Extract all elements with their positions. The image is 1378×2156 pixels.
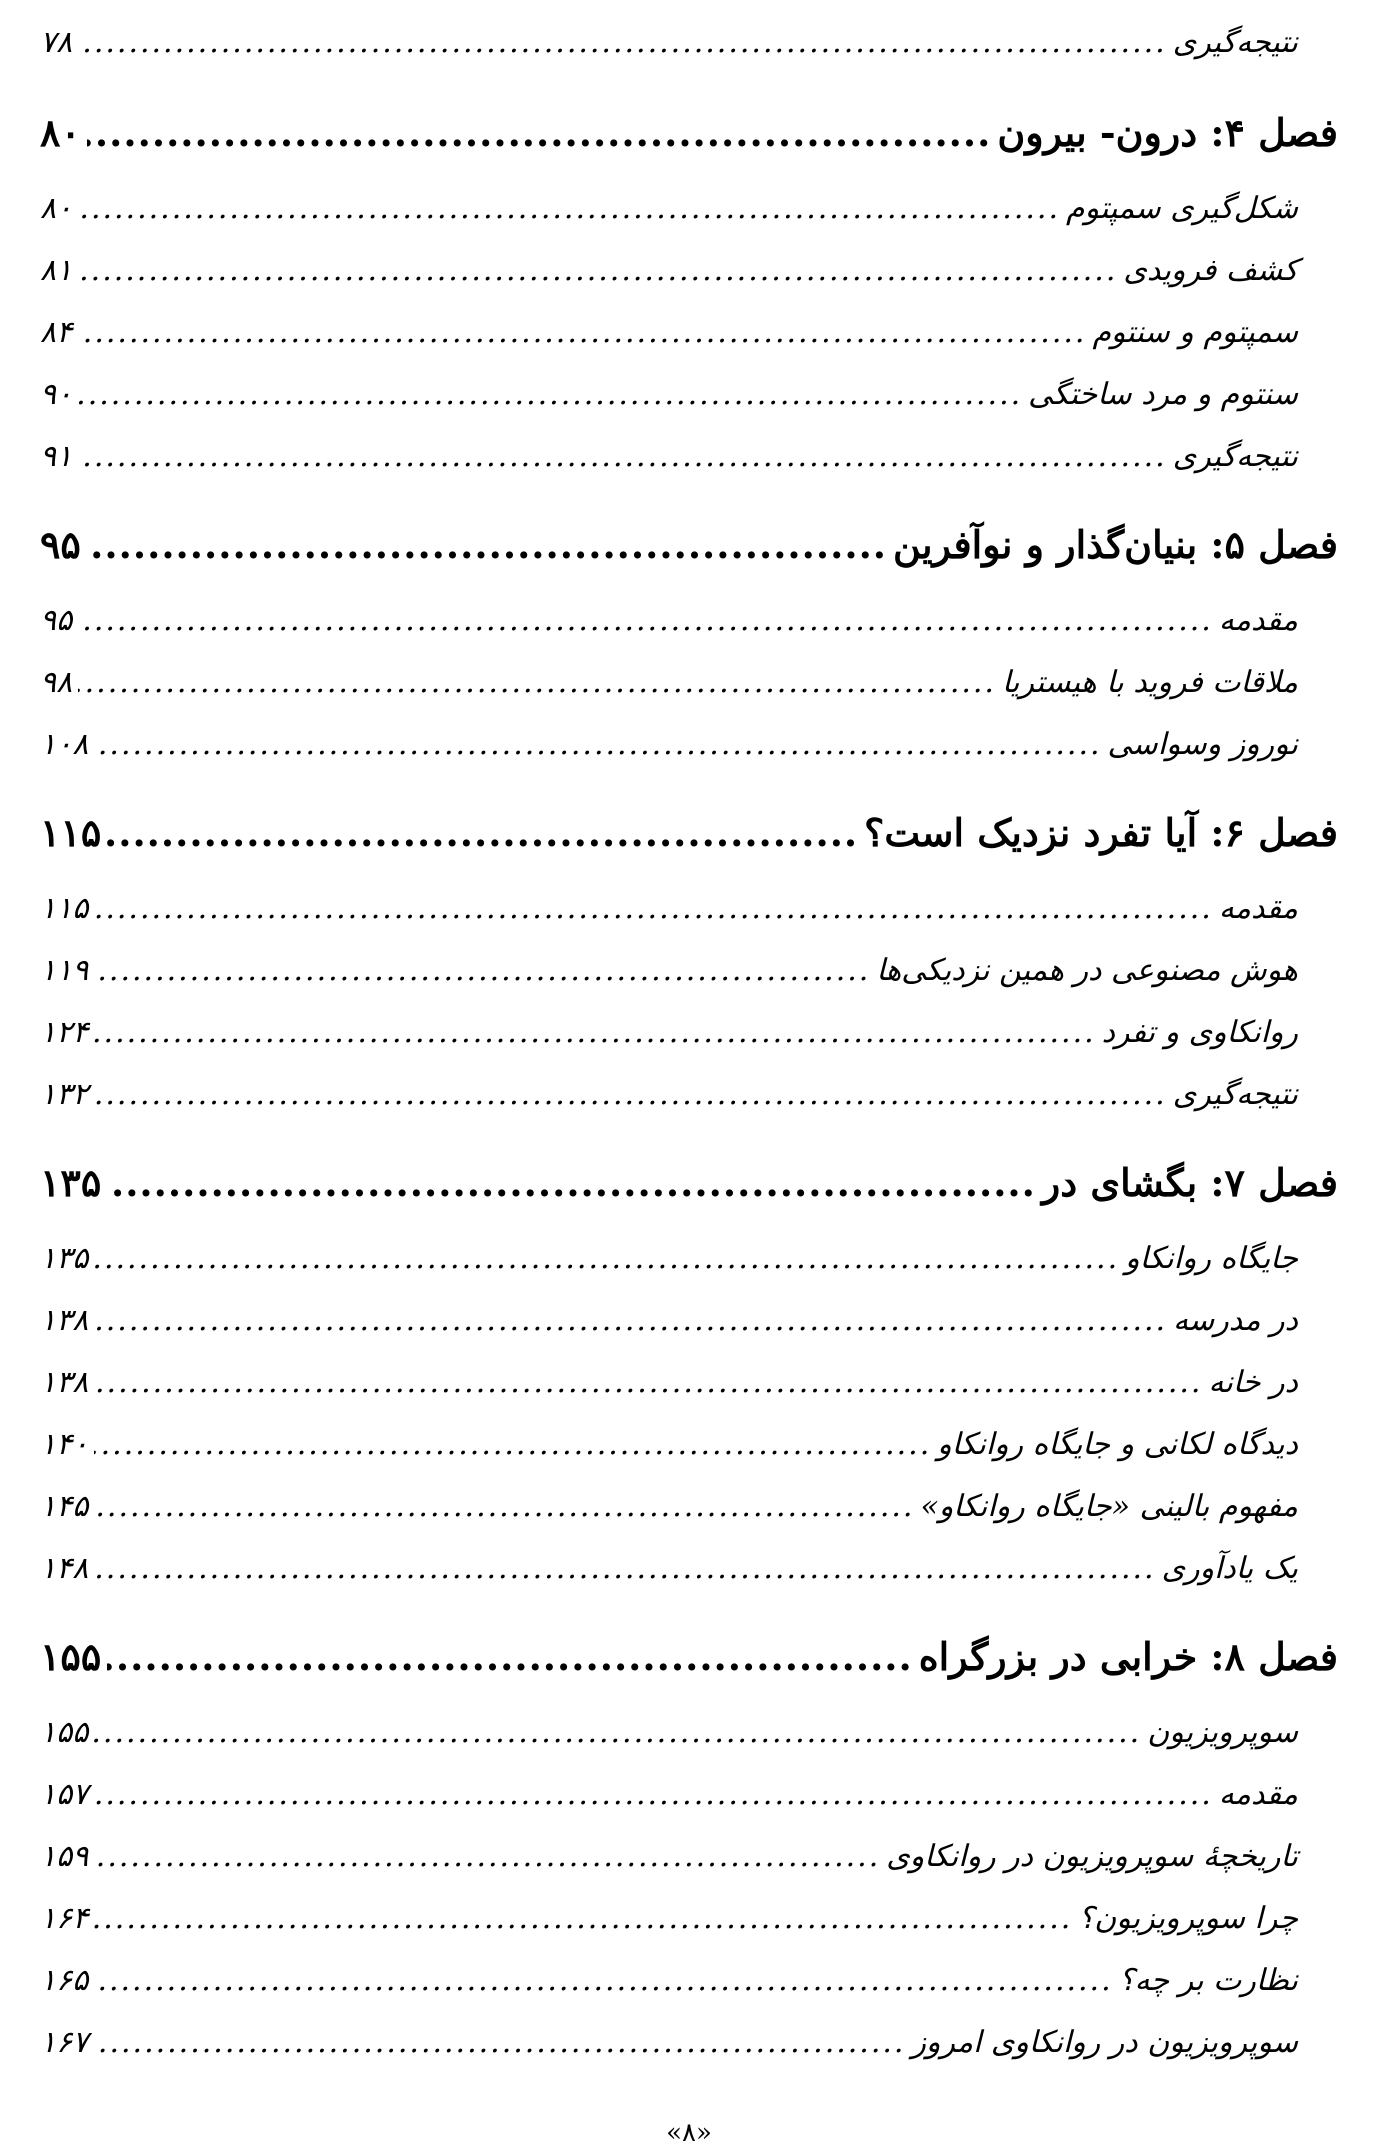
page-number: ۱۴۵	[40, 1489, 89, 1524]
entry-title: تاریخچۀ سوپرویزیون در روانکاوی	[886, 1839, 1298, 1874]
entry-title: سوپرویزیون	[1147, 1715, 1298, 1750]
dot-leader	[78, 364, 1022, 426]
toc-entry-row	[40, 1352, 1338, 1414]
entry-title: هوش مصنوعی در همین نزدیکی‌ها	[876, 953, 1298, 988]
chapter-title: فصل ۴: درون- بیرون	[997, 110, 1338, 155]
dot-leader	[94, 940, 870, 1002]
page-number: ۱۳۵	[40, 1241, 89, 1276]
entry-title: چرا سوپرویزیون؟	[1078, 1901, 1298, 1936]
dot-leader	[87, 96, 992, 170]
page-number: ۱۰۸	[40, 727, 89, 762]
toc-entry-row	[40, 1888, 1338, 1950]
dot-leader	[94, 1888, 1072, 1950]
toc-entry-row	[40, 590, 1338, 652]
entry-title: نظارت بر چه؟	[1118, 1963, 1298, 1998]
entry-title: ملاقات فروید با هیستریا	[1001, 665, 1298, 700]
toc-entry-row	[40, 2012, 1338, 2074]
toc-entry-row	[40, 1228, 1338, 1290]
entry-title: در مدرسه	[1173, 1303, 1298, 1338]
dot-leader	[94, 1764, 1213, 1826]
toc-entry-row	[40, 240, 1338, 302]
dot-leader	[94, 1290, 1167, 1352]
page-number: ۱۴۰	[40, 1427, 89, 1462]
page-number: ۹۸	[40, 665, 73, 700]
entry-title: مقدمه	[1218, 891, 1298, 926]
entry-title: شکل‌گیری سمپتوم	[1066, 191, 1298, 226]
entry-title: نتیجه‌گیری	[1172, 25, 1298, 60]
toc-entry-row	[40, 426, 1338, 488]
entry-title: نتیجه‌گیری	[1172, 439, 1298, 474]
toc-entry-row	[40, 940, 1338, 1002]
toc-entry-row	[40, 1538, 1338, 1600]
entry-title: نوروز وسواسی	[1107, 727, 1298, 762]
dot-leader	[94, 1352, 1202, 1414]
toc-entry-row	[40, 652, 1338, 714]
dot-leader	[94, 1002, 1095, 1064]
toc-entry-row	[40, 1476, 1338, 1538]
page-number: ۸۴	[40, 315, 73, 350]
toc-entry-row	[40, 878, 1338, 940]
entry-title: سنتوم و مرد ساختگی	[1028, 377, 1298, 412]
entry-title: نتیجه‌گیری	[1172, 1077, 1298, 1112]
dot-leader	[78, 302, 1086, 364]
dot-leader	[94, 878, 1213, 940]
page-number: ۱۵۵	[40, 1715, 89, 1750]
dot-leader	[78, 426, 1166, 488]
entry-title: روانکاوی و تفرد	[1101, 1015, 1298, 1050]
page-number: ۸۱	[40, 253, 73, 288]
toc-entry-row	[40, 1950, 1338, 2012]
page-number-footer: «۸»	[666, 2118, 712, 2148]
page-number: ۱۵۷	[40, 1777, 89, 1812]
dot-leader	[94, 2012, 905, 2074]
page-number: ۱۴۸	[40, 1551, 89, 1586]
dot-leader	[78, 652, 996, 714]
page-number: ۹۵	[40, 603, 73, 638]
entry-title: سوپرویزیون در روانکاوی امروز	[911, 2025, 1298, 2060]
page-number: ۱۶۵	[40, 1963, 89, 1998]
dot-leader	[94, 1476, 914, 1538]
page-number: ۱۱۹	[40, 953, 89, 988]
dot-leader	[78, 240, 1117, 302]
toc-entry-row	[40, 1414, 1338, 1476]
dot-leader	[94, 1228, 1119, 1290]
page-number: ۱۳۸	[40, 1365, 89, 1400]
toc-entry-row	[40, 12, 1338, 74]
toc-chapter-row	[40, 1146, 1338, 1220]
toc-entry-row	[40, 1826, 1338, 1888]
page-number: ۱۶۷	[40, 2025, 89, 2060]
page-number: ۱۵۹	[40, 1839, 89, 1874]
toc-entry-row	[40, 302, 1338, 364]
dot-leader	[107, 1620, 913, 1694]
page-number: ۱۱۵	[40, 891, 89, 926]
entry-title: یک یادآوری	[1161, 1551, 1298, 1586]
entry-title: دیدگاه لکانی و جایگاه روانکاو	[937, 1427, 1298, 1462]
page-number: ۸۰	[40, 191, 73, 226]
toc-chapter-row	[40, 1620, 1338, 1694]
toc-entry-row	[40, 1290, 1338, 1352]
page-number: ۱۳۲	[40, 1077, 89, 1112]
toc-entry-row	[40, 1702, 1338, 1764]
toc-chapter-row	[40, 508, 1338, 582]
chapter-title: فصل ۷: بگشای در	[1041, 1160, 1338, 1205]
entry-title: کشف فرویدی	[1123, 253, 1298, 288]
page-number: ۱۱۵	[40, 810, 102, 855]
entry-title: مقدمه	[1218, 1777, 1298, 1812]
page-number: ۱۳۵	[40, 1160, 102, 1205]
dot-leader	[94, 1950, 1112, 2012]
dot-leader	[107, 1146, 1036, 1220]
entry-title: مقدمه	[1218, 603, 1298, 638]
toc-entry-row	[40, 1064, 1338, 1126]
dot-leader	[94, 1064, 1166, 1126]
chapter-title: فصل ۵: بنیان‌گذار و نوآفرین	[893, 522, 1338, 567]
toc-chapter-row	[40, 96, 1338, 170]
entry-title: جایگاه روانکاو	[1125, 1241, 1298, 1276]
page-number: ۹۰	[40, 377, 73, 412]
page-number: ۸۰	[40, 110, 81, 155]
chapter-title: فصل ۸: خرابی در بزرگراه	[918, 1634, 1338, 1679]
dot-leader	[78, 590, 1213, 652]
toc-list	[40, 12, 1338, 2074]
toc-chapter-row	[40, 796, 1338, 870]
entry-title: مفهوم بالینی «جایگاه روانکاو»	[920, 1489, 1298, 1524]
toc-entry-row	[40, 714, 1338, 776]
dot-leader	[78, 12, 1166, 74]
page-number: ۱۶۴	[40, 1901, 89, 1936]
entry-title: در خانه	[1208, 1365, 1298, 1400]
entry-title: سمپتوم و سنتوم	[1092, 315, 1298, 350]
page-number: ۹۱	[40, 439, 73, 474]
page-number: ۹۵	[40, 522, 81, 567]
dot-leader	[87, 508, 887, 582]
dot-leader	[94, 1826, 880, 1888]
toc-entry-row	[40, 364, 1338, 426]
toc-entry-row	[40, 1764, 1338, 1826]
page-number: ۱۵۵	[40, 1634, 102, 1679]
dot-leader	[78, 178, 1060, 240]
dot-leader	[94, 714, 1101, 776]
page-number: ۱۳۸	[40, 1303, 89, 1338]
dot-leader	[94, 1538, 1155, 1600]
dot-leader	[107, 796, 858, 870]
chapter-title: فصل ۶: آیا تفرد نزدیک است؟	[864, 810, 1338, 855]
dot-leader	[94, 1414, 931, 1476]
page-number: ۱۲۴	[40, 1015, 89, 1050]
page-number: ۷۸	[40, 25, 73, 60]
toc-entry-row	[40, 178, 1338, 240]
dot-leader	[94, 1702, 1141, 1764]
toc-entry-row	[40, 1002, 1338, 1064]
